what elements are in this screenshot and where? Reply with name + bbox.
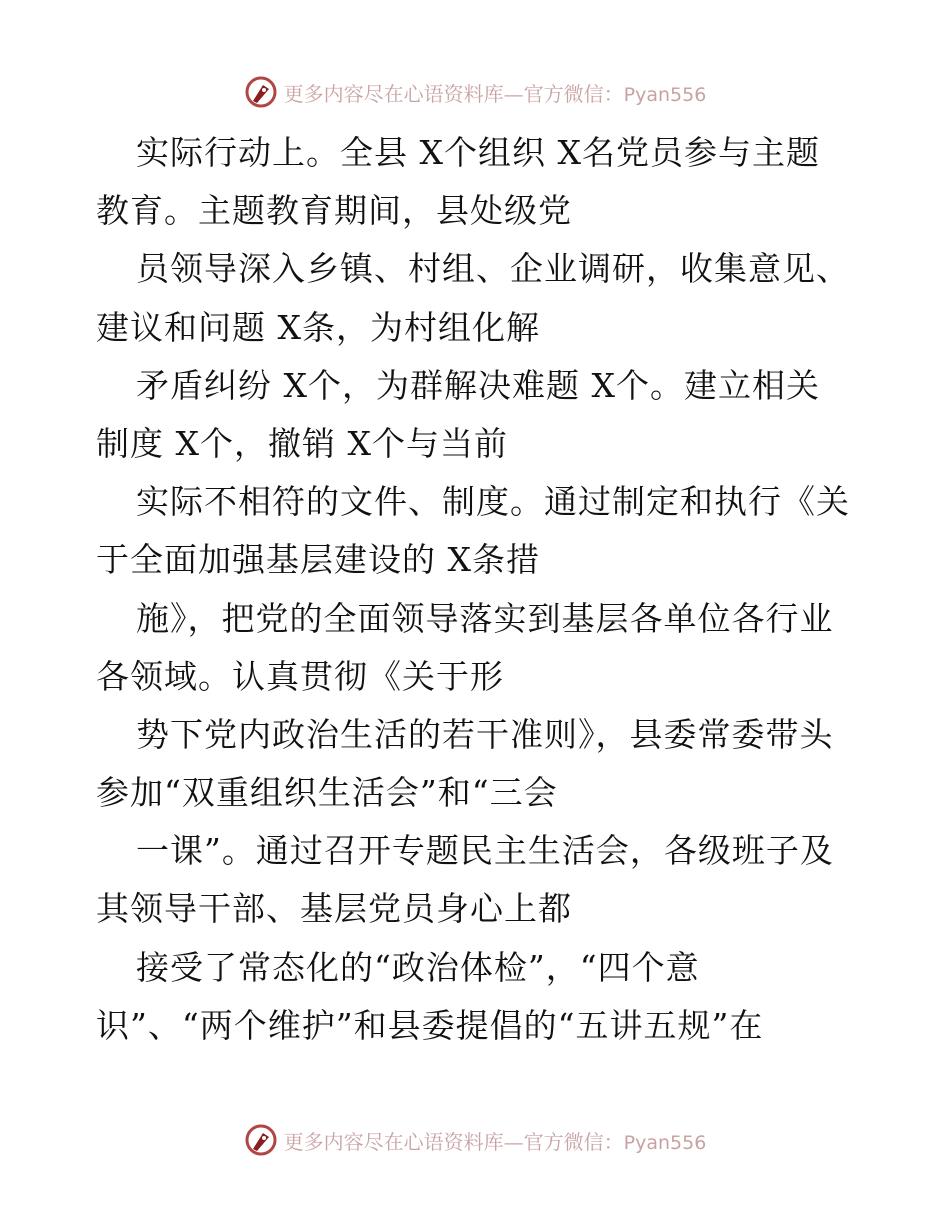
text-line: 一课”。通过召开专题民主生活会，各级班子及 — [136, 831, 834, 871]
watermark-account: Pyan556 — [623, 1131, 707, 1154]
pen-nib-circle-icon — [244, 75, 278, 109]
text-line: 于全面加强基层建设的 X条措 — [96, 540, 540, 580]
watermark-text: 更多内容尽在心语资料库—官方微信：Pyan556 — [283, 81, 707, 106]
text-line: 制度 X个，撤销 X个与当前 — [96, 423, 508, 463]
text-line: 识”、“两个维护”和县委提倡的“五讲五规”在 — [96, 1005, 764, 1045]
text-line: 其领导干部、基层党员身心上都 — [96, 889, 572, 929]
header-watermark — [0, 72, 950, 112]
text-line: 接受了常态化的“政治体检”，“四个意 — [136, 947, 700, 987]
watermark-account: Pyan556 — [623, 83, 707, 106]
text-line: 实际行动上。全县 X个组织 X名党员参与主题 — [136, 133, 820, 172]
watermark-text: 更多内容尽在心语资料库—官方微信：Pyan556 — [283, 1129, 707, 1154]
document-body — [96, 124, 856, 1055]
text-line: 各领域。认真贯彻《关于形 — [96, 656, 504, 696]
text-line: 教育。主题教育期间，县处级党 — [96, 191, 572, 231]
text-line: 建议和问题 X条，为村组化解 — [96, 307, 540, 347]
text-line: 势下党内政治生活的若干准则》，县委常委带头 — [136, 714, 834, 754]
text-line: 实际不相符的文件、制度。通过制定和执行《关 — [136, 482, 850, 522]
pen-nib-circle-icon — [244, 1123, 278, 1157]
text-line: 员领导深入乡镇、村组、企业调研，收集意见、 — [136, 249, 850, 289]
text-line: 矛盾纠纷 X个，为群解决难题 X个。建立相关 — [136, 365, 820, 405]
text-line: 参加“双重组织生活会”和“三会 — [96, 773, 558, 813]
footer-watermark — [0, 1120, 950, 1160]
text-line: 施》，把党的全面领导落实到基层各单位各行业 — [136, 598, 834, 638]
